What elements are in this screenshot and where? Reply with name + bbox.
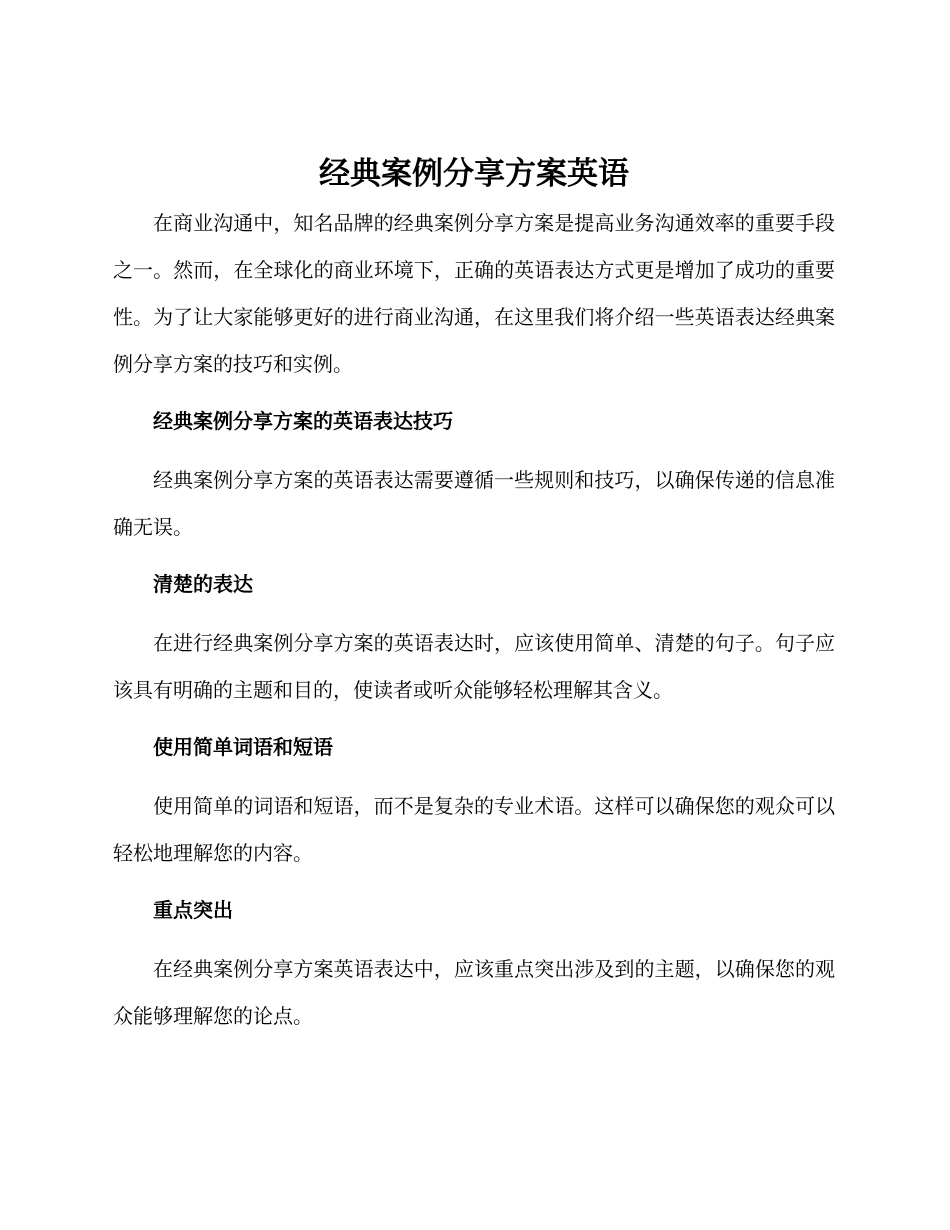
- section-body-techniques: 经典案例分享方案的英语表达需要遵循一些规则和技巧，以确保传递的信息准确无误。: [113, 468, 835, 539]
- document-title: 经典案例分享方案英语: [319, 156, 629, 192]
- section-heading-clear-expression: 清楚的表达: [153, 572, 253, 596]
- section-body-clear-expression: 在进行经典案例分享方案的英语表达时，应该使用简单、清楚的句子。句子应该具有明确的主题和目的，使读者或听众能够轻松理解其含义。: [113, 631, 835, 702]
- intro-paragraph: 在商业沟通中，知名品牌的经典案例分享方案是提高业务沟通效率的重要手段之一。然而，在全球化的商业环境下，正确的英语表达方式更是增加了成功的重要性。为了让大家能够更好的进行商业沟通，在这里我们将介绍一些英语表达经典案例分享方案的技巧和实例。: [113, 211, 835, 376]
- section-body-highlight-key-points: 在经典案例分享方案英语表达中，应该重点突出涉及到的主题，以确保您的观众能够理解您的论点。: [113, 957, 835, 1028]
- document-page: [113, 148, 835, 1040]
- section-body-simple-words: 使用简单的词语和短语，而不是复杂的专业术语。这样可以确保您的观众可以轻松地理解您的内容。: [113, 794, 835, 865]
- section-heading-techniques: 经典案例分享方案的英语表达技巧: [153, 409, 453, 433]
- section-heading-simple-words: 使用简单词语和短语: [153, 735, 333, 759]
- section-heading-highlight-key-points: 重点突出: [153, 898, 233, 922]
